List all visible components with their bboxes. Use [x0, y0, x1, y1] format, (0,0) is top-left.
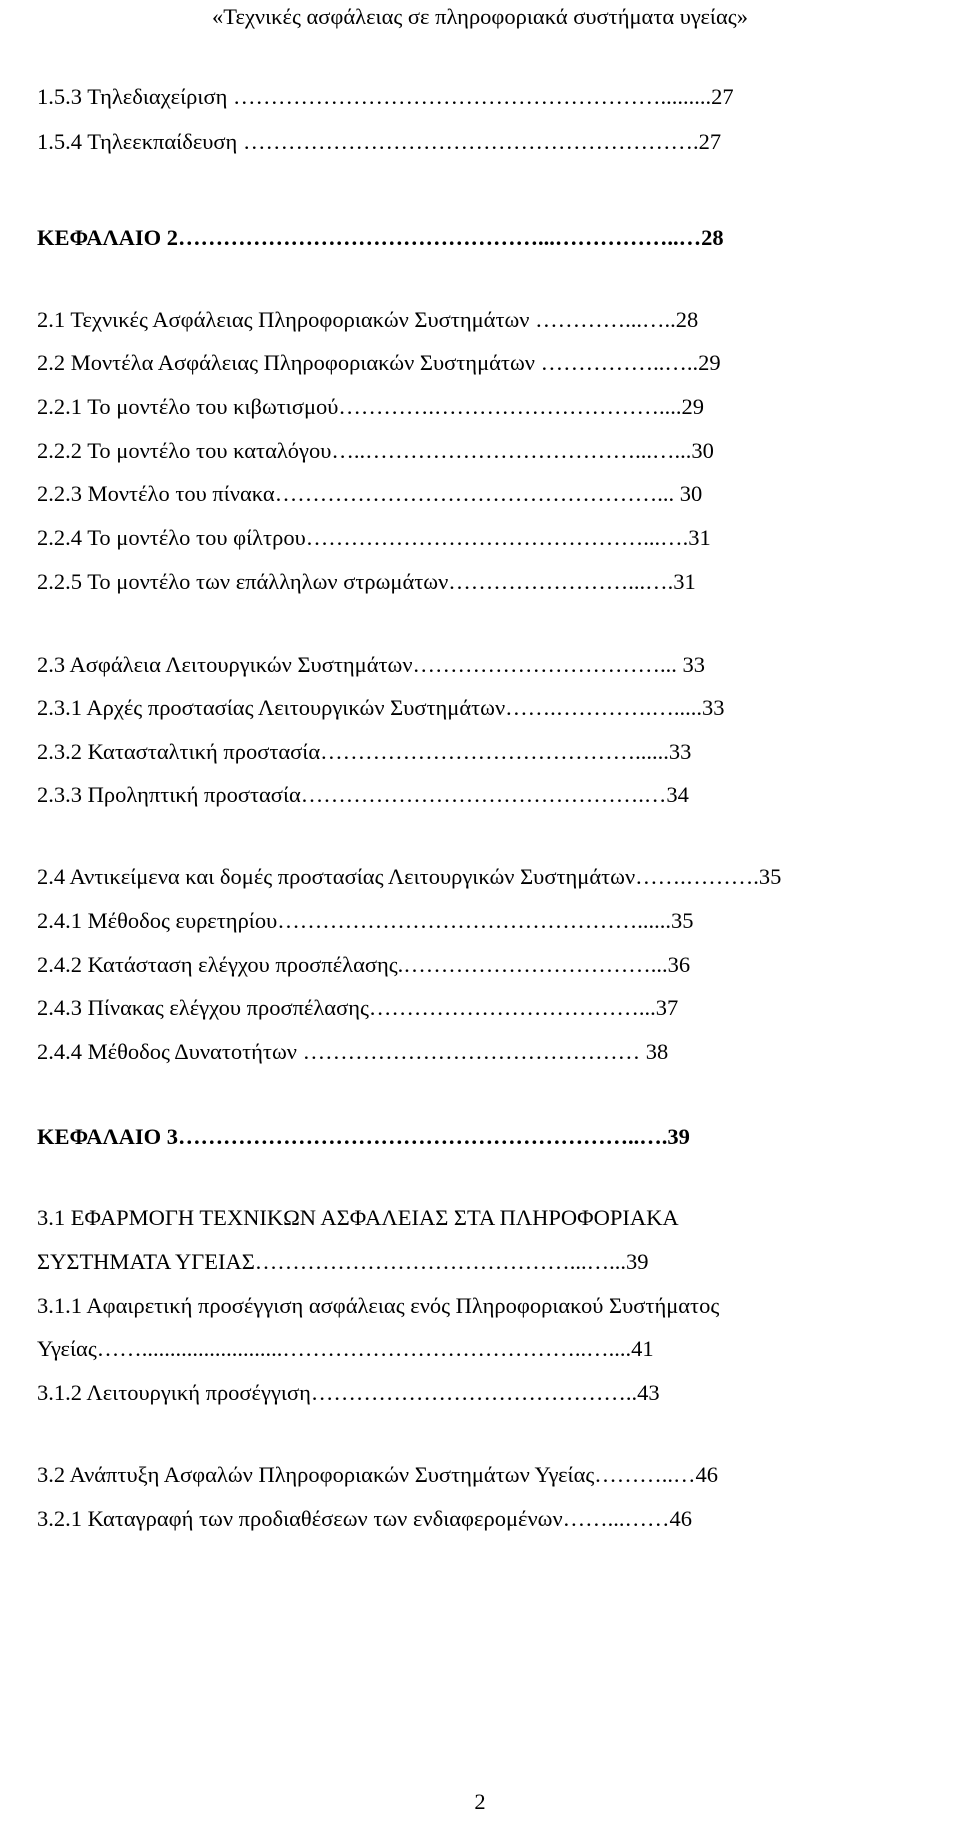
toc-entry-2-4-1: 2.4.1 Μέθοδος ευρετηρίου…………………………………………......35 — [37, 908, 694, 933]
toc-entry-2-3-3: 2.3.3 Προληπτική προστασία……………………………………….…34 — [37, 782, 689, 807]
toc-entry-2-4-3: 2.4.3 Πίνακας ελέγχου προσπέλασης………………………………...37 — [37, 995, 679, 1020]
toc-entry-2-2: 2.2 Μοντέλα Ασφάλειας Πληροφοριακών Συστημάτων ……………..…..29 — [37, 350, 721, 375]
toc-entry-2-2-2: 2.2.2 Το μοντέλο του καταλόγου…..………………………………...…...30 — [37, 438, 714, 463]
toc-entry-3-1-line-2: ΣΥΣΤΗΜΑΤΑ ΥΓΕΙΑΣ……………………………………...…...39 — [37, 1249, 649, 1274]
page-number: 2 — [474, 1789, 486, 1814]
toc-entry-3-1-1-line-2: Υγείας…….........................…………………………………..…....41 — [37, 1336, 654, 1361]
toc-entry-3-2-1: 3.2.1 Καταγραφή των προδιαθέσεων των ενδιαφερομένων……...……46 — [37, 1506, 693, 1531]
toc-chapter-2: ΚΕΦΑΛΑΙΟ 2…………………………………………...……………..…28 — [37, 225, 724, 250]
toc-entry-2-4-4: 2.4.4 Μέθοδος Δυνατοτήτων ……………………………………… 38 — [37, 1039, 669, 1064]
toc-entry-2-2-3: 2.2.3 Μοντέλο του πίνακα……………………………………………... 30 — [37, 481, 703, 506]
toc-entry-1-5-3: 1.5.3 Τηλεδιαχείριση ………………………………………………….........27 — [37, 84, 734, 109]
toc-entry-2-2-4: 2.2.4 Το μοντέλο του φίλτρου………………………………………...….31 — [37, 525, 711, 550]
document-header: «Τεχνικές ασφάλειας σε πληροφοριακά συστήματα υγείας» — [212, 4, 748, 29]
toc-chapter-3: ΚΕΦΑΛΑΙΟ 3……………………………………………………..….39 — [37, 1124, 690, 1149]
toc-entry-2-2-1: 2.2.1 Το μοντέλο του κιβωτισμού………….…………………………....29 — [37, 394, 705, 419]
toc-entry-3-2: 3.2 Ανάπτυξη Ασφαλών Πληροφοριακών Συστημάτων Υγείας………..…46 — [37, 1462, 719, 1487]
toc-entry-2-1: 2.1 Τεχνικές Ασφάλειας Πληροφοριακών Συστημάτων …………...…..28 — [37, 307, 699, 332]
toc-entry-3-1-1-line-1: 3.1.1 Αφαιρετική προσέγγιση ασφάλειας ενός Πληροφοριακού Συστήματος — [37, 1293, 720, 1318]
toc-entry-1-5-4: 1.5.4 Τηλεεκπαίδευση …………………………………………………….27 — [37, 129, 722, 154]
toc-entry-2-3-1: 2.3.1 Αρχές προστασίας Λειτουργικών Συστημάτων…….………….….....33 — [37, 695, 725, 720]
toc-entry-3-1-2: 3.1.2 Λειτουργική προσέγγιση……………………………………..43 — [37, 1380, 660, 1405]
toc-entry-2-3-2: 2.3.2 Κατασταλτική προστασία……………………………………......33 — [37, 739, 692, 764]
toc-entry-2-4: 2.4 Αντικείμενα και δομές προστασίας Λειτουργικών Συστημάτων…….……….35 — [37, 864, 782, 889]
toc-entry-2-4-2: 2.4.2 Κατάσταση ελέγχου προσπέλασης.……………………………...36 — [37, 952, 691, 977]
toc-entry-2-3: 2.3 Ασφάλεια Λειτουργικών Συστημάτων……………………………... 33 — [37, 652, 706, 677]
toc-entry-3-1-line-1: 3.1 ΕΦΑΡΜΟΓΗ ΤΕΧΝΙΚΩΝ ΑΣΦΑΛΕΙΑΣ ΣΤΑ ΠΛΗΡΟΦΟΡΙΑΚΑ — [37, 1205, 679, 1230]
toc-entry-2-2-5: 2.2.5 Το μοντέλο των επάλληλων στρωμάτων……………………...….31 — [37, 569, 696, 594]
